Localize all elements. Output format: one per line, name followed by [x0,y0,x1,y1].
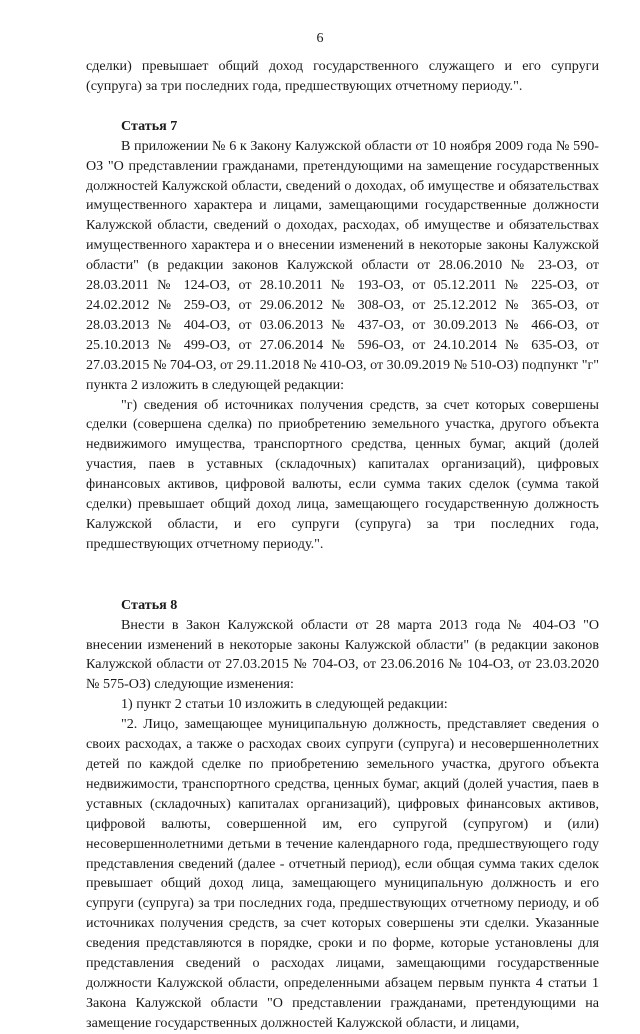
article-8-heading: Статья 8 [121,596,178,613]
paragraph-intro-tail: сделки) превышает общий доход государственного служащего и его супруги (супруга) за три последних года, предшествующих отчетному периоду.". [86,58,599,94]
article-7-heading: Статья 7 [121,117,178,134]
page-number: 6 [316,31,324,46]
article-8-body: Внести в Закон Калужской области от 28 марта 2013 года № 404-ОЗ "О внесении изменений в некоторые законы Калужской области" (в редакции законов Калужской области от 27.03.2015 № 704-ОЗ, от 23.06.2016 № 104-ОЗ, от 23.03.2020 № 575-ОЗ) следующие изменения: [86,616,599,693]
article-7-quote: "г) сведения об источниках получения средств, за счет которых совершены сделки (совершена сделка) по приобретению земельного участка, другого объекта недвижимого имущества, транспортного средства, ценных бумаг, акций (долей участия, паев в уставных (складочных) капиталах организаций), цифровых финансовых активов, цифровой валюты, если сумма таких сделок (сумма такой сделки) превышает общий доход лица, замещающего государственную должность Калужской области, и его супруги (супруга) за три последних года, предшествующих отчетному периоду.". [86,396,599,552]
paragraph-gap [86,97,599,117]
document-body [86,57,599,1034]
article-7-body: В приложении № 6 к Закону Калужской области от 10 ноября 2009 года № 590-ОЗ "О представлении гражданами, претендующими на замещение государственных должностей Калужской области, сведений о доходах, об имуществе и обязательствах имущественного характера и лицами, замещающими государственные должности Калужской области, сведений о доходах, расходах, об имуществе и обязательствах имущественного характера и о внесении изменений в некоторые законы Калужской области" (в редакции законов Калужской области от 28.06.2010 № 23-ОЗ, от 28.03.2011 № 124-ОЗ, от 28.10.2011 № 193-ОЗ, от 05.12.2011 № 225-ОЗ, от 24.02.2012 № 259-ОЗ, от 29.06.2012 № 308-ОЗ, от 25.12.2012 № 365-ОЗ, от 28.03.2013 № 404-ОЗ, от 03.06.2013 № 437-ОЗ, от 30.09.2013 № 466-ОЗ, от 25.10.2013 № 499-ОЗ, от 27.06.2014 № 596-ОЗ, от 24.10.2014 № 635-ОЗ, от 27.03.2015 № 704-ОЗ, от 29.11.2018 № 410-ОЗ, от 30.09.2019 № 510-ОЗ) подпункт "г" пункта 2 изложить в следующей редакции: [86,137,599,393]
article-8-quote: "2. Лицо, замещающее муниципальную должность, представляет сведения о своих расходах, а также о расходах своих супруги (супруга) и несовершеннолетних детей по каждой сделке по приобретению земельного участка, другого объекта недвижимости, транспортного средства, ценных бумаг, акций (долей участия, паев в уставных (складочных) капиталах организаций), цифровых финансовых активов, цифровой валюты, совершенной им, его супругой (супругом) и (или) несовершеннолетними детьми в течение календарного года, предшествующего году представления сведений (далее - отчетный период), если общая сумма таких сделок превышает общий доход лица, замещающего муниципальную должность и его супруги (супруга) за три последних года, предшествующих отчетному периоду, и об источниках получения средств, за счет которых совершены эти сделки. Указанные сведения представляются в порядке, сроки и по форме, которые установлены для представления сведений о расходах лицами, замещающими государственные должности Калужской области, определенными абзацем первым пункта 4 статьи 1 Закона Калужской области "О представлении гражданами, претендующими на замещение государственных должностей Калужской области, и лицами, [86,716,599,1031]
paragraph-gap [86,555,599,596]
article-8-item-1: 1) пункт 2 статьи 10 изложить в следующей редакции: [121,696,448,713]
